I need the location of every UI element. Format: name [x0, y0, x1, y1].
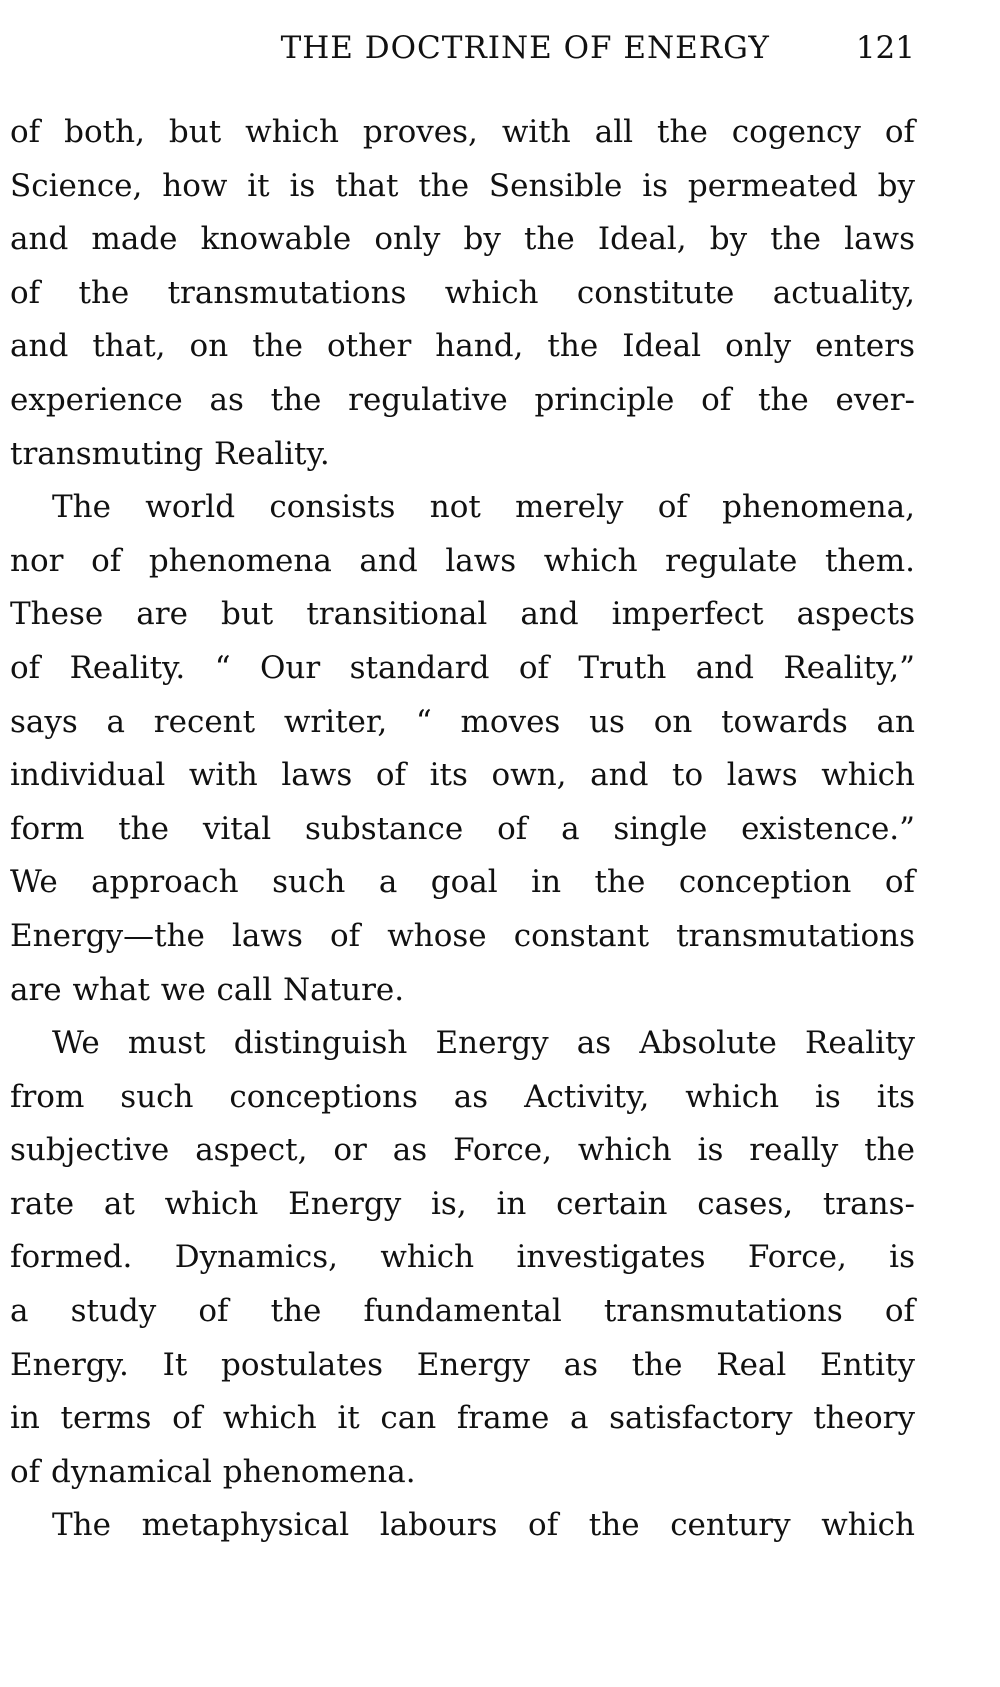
running-title: THE DOCTRINE OF ENERGY — [280, 30, 770, 66]
text-line: Energy—the laws of whose constant transmutations — [10, 917, 915, 954]
text-line: of both, but which proves, with all the cogency of — [10, 114, 915, 150]
text-line: of the transmutations which constitute actuality, — [10, 274, 915, 311]
text-line: The world consists not merely of phenomena, — [52, 489, 915, 526]
text-line: of Reality. “ Our standard of Truth and Reality,” — [10, 649, 915, 686]
text-line: subjective aspect, or as Force, which is really the — [10, 1132, 915, 1169]
text-line: transmuting Reality. — [10, 435, 330, 472]
text-line: We must distinguish Energy as Absolute Reality — [52, 1025, 915, 1062]
text-line: individual with laws of its own, and to laws which — [10, 757, 915, 794]
text-line: and that, on the other hand, the Ideal only enters — [10, 328, 915, 365]
text-line: and made knowable only by the Ideal, by the laws — [10, 221, 915, 258]
text-line: experience as the regulative principle of the ever- — [10, 381, 915, 418]
text-line: nor of phenomena and laws which regulate them. — [10, 542, 915, 579]
text-line: Science, how it is that the Sensible is permeated by — [10, 167, 915, 204]
page-number: 121 — [855, 30, 915, 66]
text-line: of dynamical phenomena. — [10, 1453, 416, 1490]
paragraph-1 — [10, 106, 915, 481]
text-line: The metaphysical labours of the century which — [52, 1507, 915, 1544]
text-line: We approach such a goal in the conception of — [10, 864, 915, 901]
text-line: Energy. It postulates Energy as the Real Entity — [10, 1346, 915, 1383]
text-line: formed. Dynamics, which investigates Force, is — [10, 1239, 915, 1276]
text-line: a study of the fundamental transmutations of — [10, 1293, 915, 1330]
paragraph-3 — [10, 1017, 915, 1499]
text-line: says a recent writer, “ moves us on towards an — [10, 703, 915, 740]
running-head — [10, 30, 915, 80]
book-page — [10, 30, 915, 1553]
text-line: These are but transitional and imperfect aspects — [10, 596, 915, 633]
paragraph-4 — [10, 1499, 915, 1553]
text-line: from such conceptions as Activity, which is its — [10, 1078, 915, 1115]
text-line: form the vital substance of a single existence.” — [10, 810, 915, 847]
text-line: rate at which Energy is, in certain cases, trans- — [10, 1185, 915, 1222]
text-line: in terms of which it can frame a satisfactory theory — [10, 1400, 915, 1437]
paragraph-2 — [10, 481, 915, 1017]
text-line: are what we call Nature. — [10, 971, 405, 1008]
